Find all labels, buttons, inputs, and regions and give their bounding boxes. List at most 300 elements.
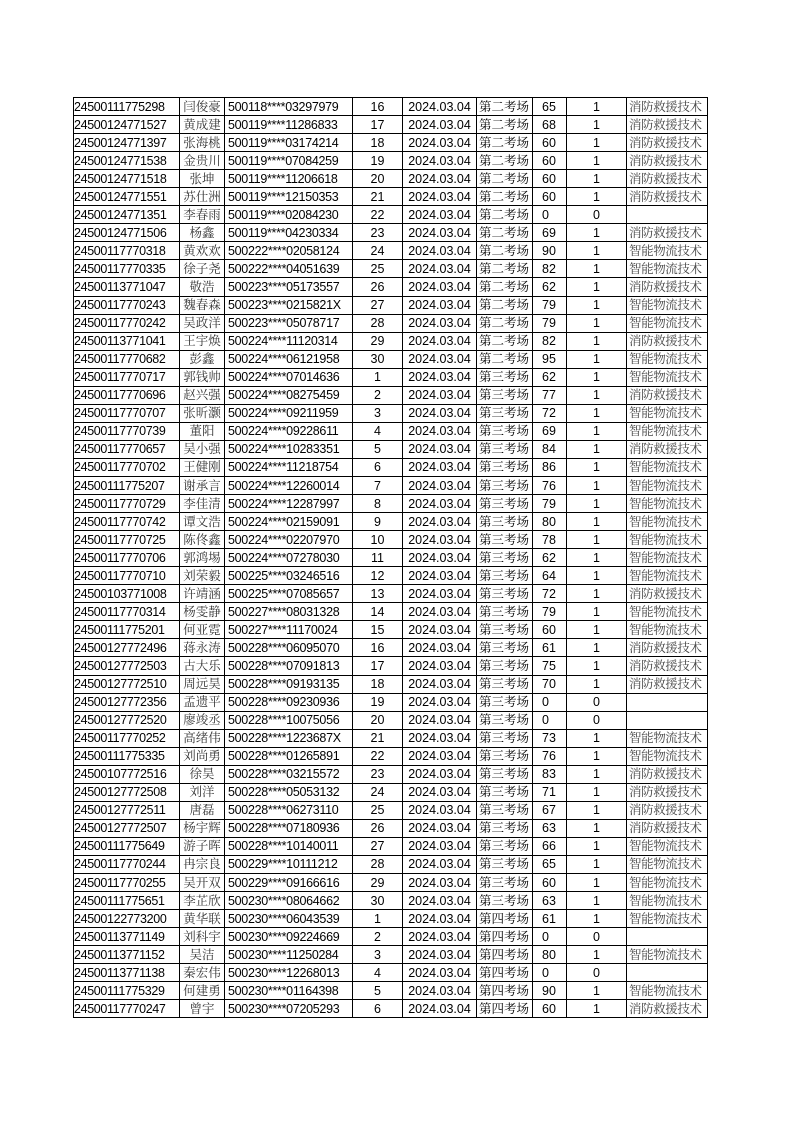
exam-hall-cell: 第三考场 xyxy=(477,513,533,531)
candidate-name-cell: 郭钱帅 xyxy=(180,368,225,386)
table-row xyxy=(74,440,708,458)
table-row xyxy=(74,639,708,657)
seat-number-cell: 1 xyxy=(353,910,403,928)
exam-number-cell: 24500113771047 xyxy=(74,278,180,296)
seat-number-cell: 7 xyxy=(353,476,403,494)
candidate-name-cell: 廖竣丞 xyxy=(180,711,225,729)
score-cell: 79 xyxy=(533,314,567,332)
seat-number-cell: 10 xyxy=(353,531,403,549)
table-row xyxy=(74,765,708,783)
score-cell: 82 xyxy=(533,260,567,278)
exam-hall-cell: 第三考场 xyxy=(477,729,533,747)
candidate-name-cell: 金贵川 xyxy=(180,152,225,170)
exam-number-cell: 24500103771008 xyxy=(74,585,180,603)
seat-number-cell: 14 xyxy=(353,603,403,621)
score-cell: 69 xyxy=(533,224,567,242)
exam-date-cell: 2024.03.04 xyxy=(403,440,477,458)
exam-date-cell: 2024.03.04 xyxy=(403,549,477,567)
exam-number-cell: 24500124771397 xyxy=(74,134,180,152)
pass-flag-cell: 1 xyxy=(567,476,627,494)
pass-flag-cell: 1 xyxy=(567,495,627,513)
major-cell: 智能物流技术 xyxy=(627,531,708,549)
seat-number-cell: 28 xyxy=(353,855,403,873)
score-cell: 60 xyxy=(533,152,567,170)
major-cell: 消防救援技术 xyxy=(627,657,708,675)
table-row xyxy=(74,296,708,314)
candidate-name-cell: 彭鑫 xyxy=(180,350,225,368)
table-row xyxy=(74,332,708,350)
seat-number-cell: 22 xyxy=(353,206,403,224)
table-row xyxy=(74,874,708,892)
exam-hall-cell: 第三考场 xyxy=(477,585,533,603)
exam-date-cell: 2024.03.04 xyxy=(403,765,477,783)
major-cell: 消防救援技术 xyxy=(627,278,708,296)
pass-flag-cell: 1 xyxy=(567,513,627,531)
pass-flag-cell: 1 xyxy=(567,440,627,458)
exam-number-cell: 24500117770706 xyxy=(74,549,180,567)
exam-hall-cell: 第四考场 xyxy=(477,982,533,1000)
exam-hall-cell: 第四考场 xyxy=(477,928,533,946)
exam-number-cell: 24500127772511 xyxy=(74,801,180,819)
id-card-cell: 500228****03215572 xyxy=(225,765,353,783)
score-cell: 67 xyxy=(533,801,567,819)
score-cell: 62 xyxy=(533,278,567,296)
exam-number-cell: 24500127772503 xyxy=(74,657,180,675)
major-cell: 智能物流技术 xyxy=(627,567,708,585)
table-row xyxy=(74,206,708,224)
exam-date-cell: 2024.03.04 xyxy=(403,892,477,910)
major-cell xyxy=(627,206,708,224)
score-cell: 64 xyxy=(533,567,567,585)
table-row xyxy=(74,350,708,368)
id-card-cell: 500229****09166616 xyxy=(225,874,353,892)
seat-number-cell: 21 xyxy=(353,729,403,747)
exam-hall-cell: 第二考场 xyxy=(477,260,533,278)
candidate-name-cell: 徐昊 xyxy=(180,765,225,783)
pass-flag-cell: 0 xyxy=(567,964,627,982)
table-row xyxy=(74,729,708,747)
candidate-name-cell: 赵兴强 xyxy=(180,386,225,404)
candidate-name-cell: 杨雯静 xyxy=(180,603,225,621)
seat-number-cell: 19 xyxy=(353,693,403,711)
candidate-name-cell: 李春雨 xyxy=(180,206,225,224)
seat-number-cell: 17 xyxy=(353,116,403,134)
exam-date-cell: 2024.03.04 xyxy=(403,747,477,765)
score-cell: 68 xyxy=(533,116,567,134)
score-cell: 66 xyxy=(533,837,567,855)
id-card-cell: 500119****07084259 xyxy=(225,152,353,170)
major-cell xyxy=(627,964,708,982)
seat-number-cell: 26 xyxy=(353,278,403,296)
id-card-cell: 500228****10140011 xyxy=(225,837,353,855)
major-cell: 智能物流技术 xyxy=(627,729,708,747)
id-card-cell: 500228****10075056 xyxy=(225,711,353,729)
candidate-name-cell: 敬浩 xyxy=(180,278,225,296)
exam-number-cell: 24500117770318 xyxy=(74,242,180,260)
table-row xyxy=(74,386,708,404)
table-row xyxy=(74,910,708,928)
score-cell: 77 xyxy=(533,386,567,404)
score-cell: 95 xyxy=(533,350,567,368)
table-row xyxy=(74,549,708,567)
pass-flag-cell: 1 xyxy=(567,152,627,170)
exam-number-cell: 24500117770657 xyxy=(74,440,180,458)
seat-number-cell: 29 xyxy=(353,874,403,892)
table-row xyxy=(74,513,708,531)
exam-date-cell: 2024.03.04 xyxy=(403,855,477,873)
exam-hall-cell: 第三考场 xyxy=(477,531,533,549)
seat-number-cell: 25 xyxy=(353,801,403,819)
table-row xyxy=(74,928,708,946)
pass-flag-cell: 1 xyxy=(567,350,627,368)
exam-date-cell: 2024.03.04 xyxy=(403,386,477,404)
major-cell: 智能物流技术 xyxy=(627,422,708,440)
exam-number-cell: 24500127772356 xyxy=(74,693,180,711)
candidate-name-cell: 古大乐 xyxy=(180,657,225,675)
table-row xyxy=(74,837,708,855)
exam-number-cell: 24500117770243 xyxy=(74,296,180,314)
exam-date-cell: 2024.03.04 xyxy=(403,837,477,855)
candidate-name-cell: 吴开双 xyxy=(180,874,225,892)
score-cell: 86 xyxy=(533,458,567,476)
major-cell: 智能物流技术 xyxy=(627,855,708,873)
exam-hall-cell: 第三考场 xyxy=(477,819,533,837)
exam-date-cell: 2024.03.04 xyxy=(403,964,477,982)
seat-number-cell: 9 xyxy=(353,513,403,531)
score-cell: 60 xyxy=(533,188,567,206)
exam-hall-cell: 第三考场 xyxy=(477,837,533,855)
exam-number-cell: 24500113771138 xyxy=(74,964,180,982)
exam-number-cell: 24500107772516 xyxy=(74,765,180,783)
exam-number-cell: 24500124771506 xyxy=(74,224,180,242)
exam-number-cell: 24500111775649 xyxy=(74,837,180,855)
id-card-cell: 500119****11286833 xyxy=(225,116,353,134)
seat-number-cell: 18 xyxy=(353,134,403,152)
exam-date-cell: 2024.03.04 xyxy=(403,332,477,350)
id-card-cell: 500119****02084230 xyxy=(225,206,353,224)
seat-number-cell: 23 xyxy=(353,224,403,242)
candidate-name-cell: 张坤 xyxy=(180,170,225,188)
candidate-name-cell: 郭鸿埸 xyxy=(180,549,225,567)
table-row xyxy=(74,278,708,296)
candidate-name-cell: 李佳清 xyxy=(180,495,225,513)
table-row xyxy=(74,116,708,134)
score-cell: 60 xyxy=(533,134,567,152)
pass-flag-cell: 1 xyxy=(567,603,627,621)
table-body xyxy=(74,98,708,1018)
seat-number-cell: 21 xyxy=(353,188,403,206)
table-row xyxy=(74,495,708,513)
exam-number-cell: 24500117770255 xyxy=(74,874,180,892)
score-cell: 62 xyxy=(533,549,567,567)
id-card-cell: 500230****11250284 xyxy=(225,946,353,964)
major-cell: 智能物流技术 xyxy=(627,296,708,314)
seat-number-cell: 29 xyxy=(353,332,403,350)
table-row xyxy=(74,170,708,188)
exam-date-cell: 2024.03.04 xyxy=(403,783,477,801)
seat-number-cell: 5 xyxy=(353,440,403,458)
exam-number-cell: 24500111775335 xyxy=(74,747,180,765)
major-cell: 智能物流技术 xyxy=(627,910,708,928)
exam-date-cell: 2024.03.04 xyxy=(403,242,477,260)
exam-date-cell: 2024.03.04 xyxy=(403,874,477,892)
candidate-name-cell: 高绪伟 xyxy=(180,729,225,747)
exam-date-cell: 2024.03.04 xyxy=(403,928,477,946)
pass-flag-cell: 1 xyxy=(567,531,627,549)
pass-flag-cell: 1 xyxy=(567,765,627,783)
major-cell xyxy=(627,693,708,711)
candidate-name-cell: 王宇焕 xyxy=(180,332,225,350)
candidate-name-cell: 何亚霓 xyxy=(180,621,225,639)
exam-number-cell: 24500117770244 xyxy=(74,855,180,873)
table-row xyxy=(74,422,708,440)
pass-flag-cell: 1 xyxy=(567,278,627,296)
exam-date-cell: 2024.03.04 xyxy=(403,404,477,422)
table-row xyxy=(74,531,708,549)
pass-flag-cell: 1 xyxy=(567,855,627,873)
candidate-name-cell: 冉宗良 xyxy=(180,855,225,873)
seat-number-cell: 24 xyxy=(353,783,403,801)
score-cell: 60 xyxy=(533,170,567,188)
table-row xyxy=(74,224,708,242)
table-row xyxy=(74,892,708,910)
exam-number-cell: 24500117770247 xyxy=(74,1000,180,1018)
score-cell: 80 xyxy=(533,513,567,531)
score-cell: 76 xyxy=(533,747,567,765)
major-cell: 智能物流技术 xyxy=(627,513,708,531)
exam-number-cell: 24500117770702 xyxy=(74,458,180,476)
major-cell: 智能物流技术 xyxy=(627,892,708,910)
exam-hall-cell: 第三考场 xyxy=(477,855,533,873)
major-cell: 消防救援技术 xyxy=(627,440,708,458)
score-cell: 80 xyxy=(533,946,567,964)
id-card-cell: 500230****08064662 xyxy=(225,892,353,910)
score-cell: 69 xyxy=(533,422,567,440)
seat-number-cell: 20 xyxy=(353,711,403,729)
exam-hall-cell: 第二考场 xyxy=(477,278,533,296)
seat-number-cell: 4 xyxy=(353,422,403,440)
id-card-cell: 500119****11206618 xyxy=(225,170,353,188)
table-row xyxy=(74,693,708,711)
id-card-cell: 500228****09230936 xyxy=(225,693,353,711)
exam-hall-cell: 第二考场 xyxy=(477,98,533,116)
seat-number-cell: 27 xyxy=(353,296,403,314)
id-card-cell: 500118****03297979 xyxy=(225,98,353,116)
id-card-cell: 500230****12268013 xyxy=(225,964,353,982)
id-card-cell: 500119****04230334 xyxy=(225,224,353,242)
exam-date-cell: 2024.03.04 xyxy=(403,1000,477,1018)
table-row xyxy=(74,134,708,152)
seat-number-cell: 24 xyxy=(353,242,403,260)
id-card-cell: 500228****1223687X xyxy=(225,729,353,747)
seat-number-cell: 23 xyxy=(353,765,403,783)
seat-number-cell: 22 xyxy=(353,747,403,765)
exam-hall-cell: 第三考场 xyxy=(477,657,533,675)
exam-hall-cell: 第三考场 xyxy=(477,874,533,892)
seat-number-cell: 25 xyxy=(353,260,403,278)
major-cell: 消防救援技术 xyxy=(627,170,708,188)
seat-number-cell: 6 xyxy=(353,458,403,476)
exam-number-cell: 24500117770742 xyxy=(74,513,180,531)
exam-number-cell: 24500127772496 xyxy=(74,639,180,657)
table-row xyxy=(74,585,708,603)
pass-flag-cell: 1 xyxy=(567,332,627,350)
exam-hall-cell: 第三考场 xyxy=(477,747,533,765)
exam-number-cell: 24500127772520 xyxy=(74,711,180,729)
exam-number-cell: 24500117770729 xyxy=(74,495,180,513)
exam-date-cell: 2024.03.04 xyxy=(403,675,477,693)
pass-flag-cell: 1 xyxy=(567,368,627,386)
major-cell: 智能物流技术 xyxy=(627,946,708,964)
exam-number-cell: 24500124771527 xyxy=(74,116,180,134)
exam-date-cell: 2024.03.04 xyxy=(403,946,477,964)
exam-hall-cell: 第三考场 xyxy=(477,621,533,639)
id-card-cell: 500224****12287997 xyxy=(225,495,353,513)
pass-flag-cell: 1 xyxy=(567,801,627,819)
table-row xyxy=(74,1000,708,1018)
exam-date-cell: 2024.03.04 xyxy=(403,476,477,494)
seat-number-cell: 17 xyxy=(353,657,403,675)
exam-date-cell: 2024.03.04 xyxy=(403,170,477,188)
major-cell: 智能物流技术 xyxy=(627,603,708,621)
exam-number-cell: 24500117770710 xyxy=(74,567,180,585)
seat-number-cell: 15 xyxy=(353,621,403,639)
id-card-cell: 500230****09224669 xyxy=(225,928,353,946)
pass-flag-cell: 1 xyxy=(567,621,627,639)
exam-number-cell: 24500113771152 xyxy=(74,946,180,964)
exam-number-cell: 24500127772507 xyxy=(74,819,180,837)
score-cell: 84 xyxy=(533,440,567,458)
score-cell: 0 xyxy=(533,928,567,946)
exam-number-cell: 24500111775651 xyxy=(74,892,180,910)
seat-number-cell: 3 xyxy=(353,404,403,422)
major-cell: 消防救援技术 xyxy=(627,134,708,152)
exam-number-cell: 24500117770252 xyxy=(74,729,180,747)
exam-date-cell: 2024.03.04 xyxy=(403,422,477,440)
major-cell: 智能物流技术 xyxy=(627,837,708,855)
table-row xyxy=(74,747,708,765)
score-cell: 60 xyxy=(533,1000,567,1018)
pass-flag-cell: 1 xyxy=(567,783,627,801)
candidate-name-cell: 谢承言 xyxy=(180,476,225,494)
pass-flag-cell: 0 xyxy=(567,693,627,711)
id-card-cell: 500227****08031328 xyxy=(225,603,353,621)
seat-number-cell: 18 xyxy=(353,675,403,693)
pass-flag-cell: 1 xyxy=(567,260,627,278)
exam-hall-cell: 第二考场 xyxy=(477,116,533,134)
exam-date-cell: 2024.03.04 xyxy=(403,639,477,657)
major-cell: 智能物流技术 xyxy=(627,368,708,386)
score-cell: 82 xyxy=(533,332,567,350)
pass-flag-cell: 1 xyxy=(567,910,627,928)
candidate-name-cell: 刘科宇 xyxy=(180,928,225,946)
pass-flag-cell: 1 xyxy=(567,134,627,152)
candidate-name-cell: 黄华联 xyxy=(180,910,225,928)
table-row xyxy=(74,458,708,476)
id-card-cell: 500224****11120314 xyxy=(225,332,353,350)
exam-number-cell: 24500124771351 xyxy=(74,206,180,224)
pass-flag-cell: 0 xyxy=(567,711,627,729)
exam-date-cell: 2024.03.04 xyxy=(403,260,477,278)
exam-date-cell: 2024.03.04 xyxy=(403,495,477,513)
id-card-cell: 500224****10283351 xyxy=(225,440,353,458)
id-card-cell: 500228****06095070 xyxy=(225,639,353,657)
exam-date-cell: 2024.03.04 xyxy=(403,819,477,837)
score-cell: 63 xyxy=(533,819,567,837)
pass-flag-cell: 1 xyxy=(567,675,627,693)
major-cell: 消防救援技术 xyxy=(627,332,708,350)
exam-date-cell: 2024.03.04 xyxy=(403,910,477,928)
pass-flag-cell: 1 xyxy=(567,657,627,675)
pass-flag-cell: 1 xyxy=(567,98,627,116)
exam-hall-cell: 第二考场 xyxy=(477,134,533,152)
candidate-name-cell: 周远昊 xyxy=(180,675,225,693)
table-row xyxy=(74,711,708,729)
table-row xyxy=(74,476,708,494)
exam-number-cell: 24500124771518 xyxy=(74,170,180,188)
major-cell: 智能物流技术 xyxy=(627,458,708,476)
table-row xyxy=(74,152,708,170)
exam-date-cell: 2024.03.04 xyxy=(403,982,477,1000)
score-cell: 79 xyxy=(533,296,567,314)
seat-number-cell: 8 xyxy=(353,495,403,513)
candidate-name-cell: 张海桃 xyxy=(180,134,225,152)
table-row xyxy=(74,98,708,116)
exam-number-cell: 24500117770717 xyxy=(74,368,180,386)
major-cell: 智能物流技术 xyxy=(627,242,708,260)
id-card-cell: 500227****11170024 xyxy=(225,621,353,639)
exam-number-cell: 24500111775207 xyxy=(74,476,180,494)
exam-hall-cell: 第二考场 xyxy=(477,170,533,188)
exam-hall-cell: 第三考场 xyxy=(477,567,533,585)
id-card-cell: 500223****05173557 xyxy=(225,278,353,296)
exam-number-cell: 24500117770696 xyxy=(74,386,180,404)
table-row xyxy=(74,603,708,621)
table-row xyxy=(74,368,708,386)
candidate-name-cell: 杨宇辉 xyxy=(180,819,225,837)
score-cell: 83 xyxy=(533,765,567,783)
major-cell: 智能物流技术 xyxy=(627,350,708,368)
pass-flag-cell: 1 xyxy=(567,729,627,747)
id-card-cell: 500230****06043539 xyxy=(225,910,353,928)
exam-date-cell: 2024.03.04 xyxy=(403,116,477,134)
pass-flag-cell: 1 xyxy=(567,404,627,422)
id-card-cell: 500225****03246516 xyxy=(225,567,353,585)
pass-flag-cell: 1 xyxy=(567,188,627,206)
seat-number-cell: 11 xyxy=(353,549,403,567)
exam-date-cell: 2024.03.04 xyxy=(403,278,477,296)
pass-flag-cell: 1 xyxy=(567,224,627,242)
pass-flag-cell: 1 xyxy=(567,296,627,314)
major-cell: 消防救援技术 xyxy=(627,98,708,116)
seat-number-cell: 16 xyxy=(353,639,403,657)
id-card-cell: 500119****12150353 xyxy=(225,188,353,206)
major-cell: 消防救援技术 xyxy=(627,675,708,693)
exam-hall-cell: 第三考场 xyxy=(477,495,533,513)
exam-date-cell: 2024.03.04 xyxy=(403,531,477,549)
id-card-cell: 500224****09211959 xyxy=(225,404,353,422)
pass-flag-cell: 1 xyxy=(567,386,627,404)
pass-flag-cell: 1 xyxy=(567,170,627,188)
table-row xyxy=(74,783,708,801)
exam-date-cell: 2024.03.04 xyxy=(403,134,477,152)
exam-hall-cell: 第三考场 xyxy=(477,422,533,440)
exam-hall-cell: 第三考场 xyxy=(477,440,533,458)
seat-number-cell: 6 xyxy=(353,1000,403,1018)
major-cell: 智能物流技术 xyxy=(627,982,708,1000)
table-row xyxy=(74,819,708,837)
exam-date-cell: 2024.03.04 xyxy=(403,513,477,531)
